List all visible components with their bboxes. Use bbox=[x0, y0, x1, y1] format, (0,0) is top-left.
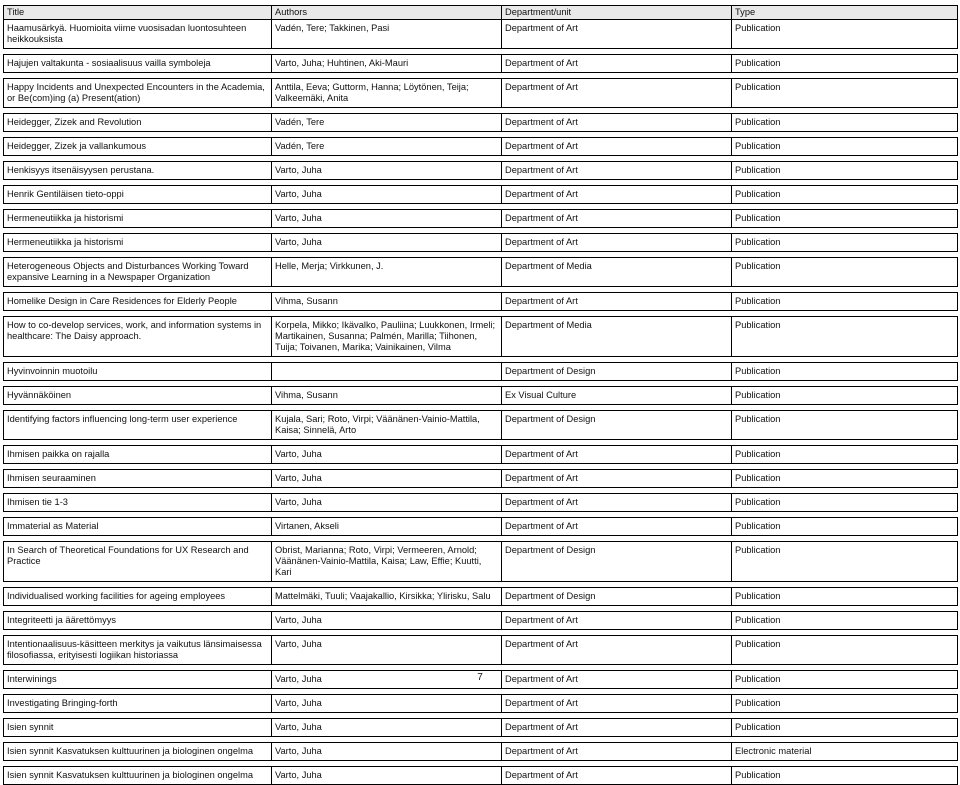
table-row bbox=[4, 719, 958, 737]
cell-title: Interwinings bbox=[4, 671, 272, 689]
cell-type: Publication bbox=[732, 695, 958, 713]
cell-title: Henkisyys itsenäisyysen perustana. bbox=[4, 162, 272, 180]
column-header-authors: Authors bbox=[272, 6, 502, 20]
table-row bbox=[4, 612, 958, 630]
cell-type: Publication bbox=[732, 79, 958, 108]
cell-type: Publication bbox=[732, 186, 958, 204]
cell-type: Publication bbox=[732, 446, 958, 464]
cell-department: Department of Art bbox=[502, 743, 732, 761]
cell-department: Department of Art bbox=[502, 612, 732, 630]
cell-type: Publication bbox=[732, 767, 958, 785]
cell-authors: Obrist, Marianna; Roto, Virpi; Vermeeren, Arnold; Väänänen-Vainio-Mattila, Kaisa; Law, Effie; Kuutti, Kari bbox=[272, 542, 502, 582]
cell-department: Department of Art bbox=[502, 719, 732, 737]
table-row bbox=[4, 317, 958, 357]
cell-title: Hyvännäköinen bbox=[4, 387, 272, 405]
cell-department: Department of Art bbox=[502, 114, 732, 132]
cell-type: Publication bbox=[732, 719, 958, 737]
cell-department: Department of Design bbox=[502, 411, 732, 440]
cell-title: In Search of Theoretical Foundations for UX Research and Practice bbox=[4, 542, 272, 582]
cell-department: Department of Design bbox=[502, 363, 732, 381]
cell-authors: Virtanen, Akseli bbox=[272, 518, 502, 536]
cell-department: Department of Art bbox=[502, 138, 732, 156]
table-row bbox=[4, 494, 958, 512]
cell-type: Publication bbox=[732, 317, 958, 357]
cell-authors bbox=[272, 363, 502, 381]
cell-title: Immaterial as Material bbox=[4, 518, 272, 536]
cell-title: Identifying factors influencing long-term user experience bbox=[4, 411, 272, 440]
cell-title: Integriteetti ja äärettömyys bbox=[4, 612, 272, 630]
cell-authors: Varto, Juha bbox=[272, 494, 502, 512]
cell-authors: Varto, Juha bbox=[272, 767, 502, 785]
cell-type: Publication bbox=[732, 210, 958, 228]
cell-type: Publication bbox=[732, 588, 958, 606]
table-row bbox=[4, 258, 958, 287]
cell-title: How to co-develop services, work, and information systems in healthcare: The Daisy approach. bbox=[4, 317, 272, 357]
cell-authors: Varto, Juha bbox=[272, 234, 502, 252]
publications-table bbox=[3, 5, 958, 785]
cell-type: Publication bbox=[732, 114, 958, 132]
table-row bbox=[4, 234, 958, 252]
cell-authors: Varto, Juha bbox=[272, 695, 502, 713]
table-header-row bbox=[4, 6, 958, 20]
cell-authors: Vihma, Susann bbox=[272, 293, 502, 311]
cell-authors: Varto, Juha bbox=[272, 743, 502, 761]
cell-title: Homelike Design in Care Residences for Elderly People bbox=[4, 293, 272, 311]
cell-authors: Varto, Juha bbox=[272, 210, 502, 228]
cell-department: Department of Art bbox=[502, 518, 732, 536]
table-row bbox=[4, 387, 958, 405]
cell-title: Investigating Bringing-forth bbox=[4, 695, 272, 713]
cell-title: Hermeneutiikka ja historismi bbox=[4, 210, 272, 228]
cell-department: Department of Media bbox=[502, 258, 732, 287]
cell-department: Department of Art bbox=[502, 494, 732, 512]
cell-type: Publication bbox=[732, 258, 958, 287]
table-row bbox=[4, 114, 958, 132]
table-row bbox=[4, 743, 958, 761]
cell-title: Heidegger, Zizek and Revolution bbox=[4, 114, 272, 132]
cell-type: Publication bbox=[732, 671, 958, 689]
cell-department: Department of Art bbox=[502, 636, 732, 665]
table-row bbox=[4, 542, 958, 582]
table-row bbox=[4, 210, 958, 228]
cell-title: Hermeneutiikka ja historismi bbox=[4, 234, 272, 252]
cell-title: Hajujen valtakunta - sosiaalisuus vailla symboleja bbox=[4, 55, 272, 73]
table-body bbox=[4, 20, 958, 785]
cell-department: Department of Art bbox=[502, 234, 732, 252]
table-row bbox=[4, 79, 958, 108]
cell-department: Department of Art bbox=[502, 186, 732, 204]
cell-type: Electronic material bbox=[732, 743, 958, 761]
cell-type: Publication bbox=[732, 234, 958, 252]
cell-department: Ex Visual Culture bbox=[502, 387, 732, 405]
cell-department: Department of Art bbox=[502, 671, 732, 689]
cell-authors: Varto, Juha bbox=[272, 636, 502, 665]
cell-title: Henrik Gentiläisen tieto-oppi bbox=[4, 186, 272, 204]
table-row bbox=[4, 695, 958, 713]
cell-title: Individualised working facilities for ageing employees bbox=[4, 588, 272, 606]
table-row bbox=[4, 293, 958, 311]
cell-department: Department of Media bbox=[502, 317, 732, 357]
cell-department: Department of Art bbox=[502, 20, 732, 49]
table-row bbox=[4, 767, 958, 785]
cell-authors: Varto, Juha; Huhtinen, Aki-Mauri bbox=[272, 55, 502, 73]
cell-authors: Varto, Juha bbox=[272, 186, 502, 204]
table-row bbox=[4, 636, 958, 665]
table-row bbox=[4, 20, 958, 49]
cell-department: Department of Art bbox=[502, 767, 732, 785]
page-number: 7 bbox=[477, 672, 483, 683]
cell-title: Intentionaalisuus-käsitteen merkitys ja vaikutus länsimaisessa filosofiassa, erityisesti logiikan historiassa bbox=[4, 636, 272, 665]
column-header-type: Type bbox=[732, 6, 958, 20]
cell-type: Publication bbox=[732, 293, 958, 311]
cell-title: Hyvinvoinnin muotoilu bbox=[4, 363, 272, 381]
cell-authors: Varto, Juha bbox=[272, 719, 502, 737]
cell-authors: Kujala, Sari; Roto, Virpi; Väänänen-Vainio-Mattila, Kaisa; Sinnelä, Arto bbox=[272, 411, 502, 440]
cell-authors: Anttila, Eeva; Guttorm, Hanna; Löytönen, Teija; Valkeemäki, Anita bbox=[272, 79, 502, 108]
cell-authors: Vihma, Susann bbox=[272, 387, 502, 405]
cell-authors: Korpela, Mikko; Ikävalko, Pauliina; Luukkonen, Irmeli; Martikainen, Susanna; Palmén, Marilla; Tiihonen, Tuija; Toivanen, Marika; Vainikainen, Vilma bbox=[272, 317, 502, 357]
cell-title: Haamusärkyä. Huomioita viime vuosisadan luontosuhteen heikkouksista bbox=[4, 20, 272, 49]
cell-authors: Varto, Juha bbox=[272, 446, 502, 464]
cell-type: Publication bbox=[732, 636, 958, 665]
column-header-department: Department/unit bbox=[502, 6, 732, 20]
column-header-title: Title bbox=[4, 6, 272, 20]
cell-type: Publication bbox=[732, 411, 958, 440]
cell-title: Heidegger, Zizek ja vallankumous bbox=[4, 138, 272, 156]
cell-type: Publication bbox=[732, 542, 958, 582]
cell-authors: Varto, Juha bbox=[272, 612, 502, 630]
cell-department: Department of Design bbox=[502, 542, 732, 582]
table-row bbox=[4, 363, 958, 381]
cell-type: Publication bbox=[732, 363, 958, 381]
cell-authors: Vadén, Tere bbox=[272, 138, 502, 156]
table-row bbox=[4, 186, 958, 204]
cell-type: Publication bbox=[732, 470, 958, 488]
cell-title: Ihmisen paikka on rajalla bbox=[4, 446, 272, 464]
cell-department: Department of Art bbox=[502, 293, 732, 311]
cell-department: Department of Art bbox=[502, 446, 732, 464]
cell-type: Publication bbox=[732, 138, 958, 156]
cell-title: Heterogeneous Objects and Disturbances Working Toward expansive Learning in a Newspaper Organization bbox=[4, 258, 272, 287]
cell-department: Department of Design bbox=[502, 588, 732, 606]
cell-type: Publication bbox=[732, 387, 958, 405]
cell-title: Isien synnit bbox=[4, 719, 272, 737]
cell-title: Ihmisen seuraaminen bbox=[4, 470, 272, 488]
cell-type: Publication bbox=[732, 20, 958, 49]
cell-type: Publication bbox=[732, 518, 958, 536]
table-row bbox=[4, 55, 958, 73]
table-row bbox=[4, 446, 958, 464]
table-row bbox=[4, 411, 958, 440]
cell-title: Isien synnit Kasvatuksen kulttuurinen ja biologinen ongelma bbox=[4, 743, 272, 761]
cell-authors: Helle, Merja; Virkkunen, J. bbox=[272, 258, 502, 287]
cell-type: Publication bbox=[732, 162, 958, 180]
table-row bbox=[4, 162, 958, 180]
cell-authors: Mattelmäki, Tuuli; Vaajakallio, Kirsikka; Ylirisku, Salu bbox=[272, 588, 502, 606]
cell-department: Department of Art bbox=[502, 695, 732, 713]
cell-department: Department of Art bbox=[502, 79, 732, 108]
cell-department: Department of Art bbox=[502, 210, 732, 228]
cell-authors: Varto, Juha bbox=[272, 162, 502, 180]
cell-department: Department of Art bbox=[502, 55, 732, 73]
cell-authors: Varto, Juha bbox=[272, 671, 502, 689]
cell-authors: Varto, Juha bbox=[272, 470, 502, 488]
cell-department: Department of Art bbox=[502, 470, 732, 488]
cell-authors: Vadén, Tere bbox=[272, 114, 502, 132]
cell-title: Ihmisen tie 1-3 bbox=[4, 494, 272, 512]
cell-type: Publication bbox=[732, 55, 958, 73]
cell-department: Department of Art bbox=[502, 162, 732, 180]
cell-type: Publication bbox=[732, 612, 958, 630]
table-row bbox=[4, 470, 958, 488]
cell-title: Happy Incidents and Unexpected Encounters in the Academia, or Be(com)ing (a) Present(ation) bbox=[4, 79, 272, 108]
table-row bbox=[4, 588, 958, 606]
cell-title: Isien synnit Kasvatuksen kulttuurinen ja biologinen ongelma bbox=[4, 767, 272, 785]
cell-authors: Vadén, Tere; Takkinen, Pasi bbox=[272, 20, 502, 49]
table-row bbox=[4, 138, 958, 156]
table-row bbox=[4, 518, 958, 536]
cell-type: Publication bbox=[732, 494, 958, 512]
